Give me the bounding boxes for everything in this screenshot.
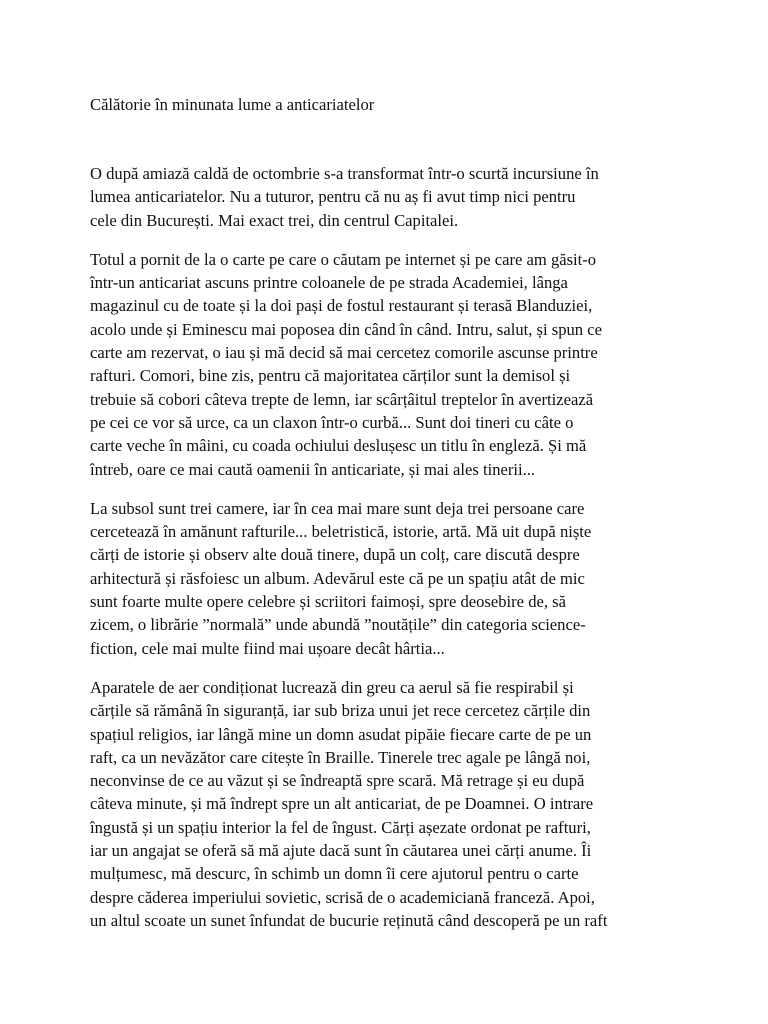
text-line: Aparatele de aer condiționat lucrează din greu ca aerul să fie respirabil și <box>90 677 574 697</box>
paragraph <box>90 248 690 481</box>
text-line: rafturi. Comori, bine zis, pentru că majoritatea cărților sunt la demisol și <box>90 366 571 386</box>
text-line: mulțumesc, mă descurc, în schimb un domn îi cere ajutorul pentru o carte <box>90 864 579 884</box>
text-line: raft, ca un nevăzător care citește în Braille. Tinerele trec agale pe lângă noi, <box>90 747 591 767</box>
text-line: despre căderea imperiului sovietic, scrisă de o academiciană franceză. Apoi, <box>90 887 595 907</box>
text-line: pe cei ce vor să urce, ca un claxon într-o curbă... Sunt doi tineri cu câte o <box>90 412 574 432</box>
document-body <box>90 162 690 948</box>
text-line: câteva minute, și mă îndrept spre un alt anticariat, de pe Doamnei. O intrare <box>90 794 594 814</box>
text-line: întreb, oare ce mai caută oamenii în anticariate, și mai ales tinerii... <box>90 459 536 479</box>
text-line: cercetează în amănunt rafturile... beletristică, istorie, artă. Mă uit după niște <box>90 522 592 542</box>
text-line: La subsol sunt trei camere, iar în cea mai mare sunt deja trei persoane care <box>90 498 585 518</box>
text-line: cărțile să rămână în siguranță, iar sub briza unui jet rece cercetez cărțile din <box>90 701 591 721</box>
text-line: lumea anticariatelor. Nu a tuturor, pentru că nu aș fi avut timp nici pentru <box>90 187 576 207</box>
text-line: îngustă și un spațiu interior la fel de îngust. Cărți așezate ordonat pe rafturi, <box>90 817 591 837</box>
text-line: Totul a pornit de la o carte pe care o căutam pe internet și pe care am găsit-o <box>90 249 597 269</box>
document-title: Călătorie în minunata lume a anticariatelor <box>90 95 375 114</box>
text-line: carte veche în mâini, cu coada ochiului deslușesc un titlu în engleză. Și mă <box>90 436 587 456</box>
text-line: spațiul religios, iar lângă mine un domn asudat pipăie fiecare carte de pe un <box>90 724 592 744</box>
text-line: O după amiază caldă de octombrie s-a transformat într-o scurtă incursiune în <box>90 164 599 183</box>
text-line: fiction, cele mai multe fiind mai ușoare decât hârtia... <box>90 638 445 658</box>
text-line: sunt foarte multe opere celebre și scriitori faimoși, spre deosebire de, să <box>90 592 566 612</box>
paragraph <box>90 676 690 932</box>
text-line: într-un anticariat ascuns printre coloanele de pe strada Academiei, lânga <box>90 273 568 293</box>
text-line: cele din București. Mai exact trei, din centrul Capitalei. <box>90 210 459 230</box>
text-line: carte am rezervat, o iau și mă decid să mai cercetez comorile ascunse printre <box>90 343 598 363</box>
text-line: zicem, o librărie ”normală” unde abundă ”noutățile” din categoria science- <box>90 615 586 635</box>
text-line: cărți de istorie și observ alte două tinere, după un colț, care discută despre <box>90 545 580 565</box>
text-line: arhitectură și răsfoiesc un album. Adevărul este că pe un spațiu atât de mic <box>90 568 585 588</box>
paragraph <box>90 162 690 232</box>
text-line: iar un angajat se oferă să mă ajute dacă sunt în căutarea unei cărți anume. Îi <box>90 841 592 861</box>
text-line: un altul scoate un sunet înfundat de bucurie reținută când descoperă pe un raft <box>90 910 608 930</box>
text-line: trebuie să cobori câteva trepte de lemn, iar scârțâitul treptelor în avertizează <box>90 389 594 409</box>
text-line: neconvinse de ce au văzut și se îndreaptă spre scară. Mă retrage și eu după <box>90 771 585 791</box>
text-line: acolo unde și Eminescu mai poposea din când în când. Intru, salut, și spun ce <box>90 319 602 339</box>
text-line: magazinul cu de toate și la doi pași de fostul restaurant și terasă Blanduziei, <box>90 296 593 316</box>
paragraph <box>90 497 690 660</box>
